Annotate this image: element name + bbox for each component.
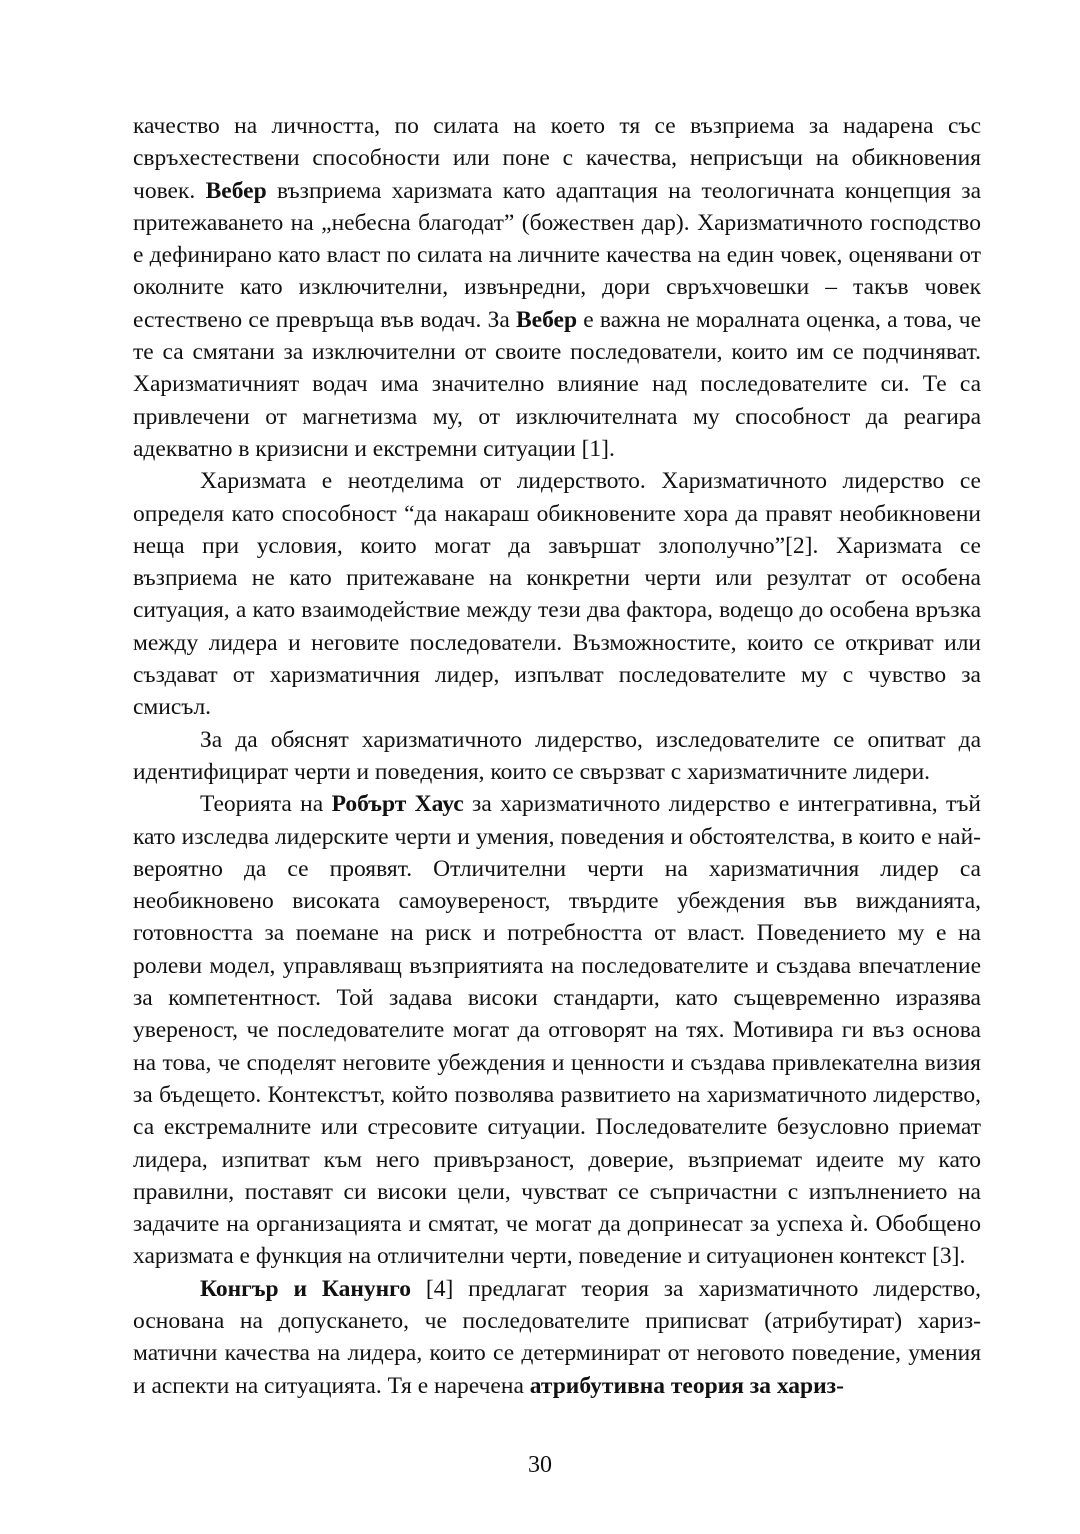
paragraph xyxy=(133,788,981,1272)
page-number: 30 xyxy=(528,1452,552,1478)
text-run: Харизмата е неотделима от лидерството. Харизматичното лидерство се определя като способност “да накараш обикновените хора да правят необикновени неща при условия, които могат да завършат злополучно”[2]. Харизмата се възприема не като притежаване на конкретни черти или резултат от особена ситуация, а като взаимодействие между тези два фактора, водещо до особена връзка между лидера и неговите последователи. Възможностите, които се откриват или създават от харизматичния лидер, изпълват последователите му с чувство за смисъл. xyxy=(133,468,981,721)
text-run: [4] предлагат теория за харизматичното лидерство, основана на допускането, че последователите приписват (атрибутират) харизматични качества на лидера, които се детерминират от неговото поведение, умения и аспекти на ситуацията. Тя е наречена xyxy=(133,1275,981,1399)
bold-term: Вебер xyxy=(205,177,267,204)
paragraph xyxy=(133,1273,981,1402)
text-run: качество на личността, по силата на което тя се възприема за надарена със свръхестествени способности или поне с качества, неприсъщи на обикновения човек. xyxy=(133,113,981,204)
paragraph xyxy=(133,724,981,789)
text-run: е важна не моралната оценка, а това, че те са смятани за изключителни от своите последователи, които им се подчиняват. Харизматичният водач има значително влияние над последователите си. Те са привлечени от магнетизма му, от изключителната му способност да реагира адекватно в кризисни и екстремни ситуации [1]. xyxy=(133,306,981,462)
text-run: за харизматичното лидерство е интегративна, тъй като изследва лидерските черти и умения, поведения и обстоятелства, в които е най-вероятно да се проявят. Отличителни черти на харизматичния лидер са необикновено високата самоувереност, твърдите убеждения във вижданията, готовността за поемане на риск и потребността от власт. Поведението му е на ролеви модел, управляващ възприятията на последователите и създава впечатление за компетентност. Той задава високи стандарти, като същевременно изразява увереност, че последователите могат да отговорят на тях. Мотивира ги въз основа на това, че споделят неговите убеждения и ценности и създава привлекателна визия за бъдещето. Контекстът, който позволява развитието на харизматичното лидерство, са екстремалните или стресовите ситуации. Последователите безусловно приемат лидера, изпитват към него привързаност, доверие, възприемат идеите му като правилни, поставят си високи цели, чувстват се съпричастни с изпълнението на задачите на организацията и смятат, че могат да допринесат за успеха ѝ. Обобщено харизмата е функция на отличителни черти, поведение и ситуационен контекст [3]. xyxy=(133,791,981,1270)
text-run: Теорията на xyxy=(200,791,332,818)
bold-term: Робърт Хаус xyxy=(331,791,464,818)
page-body xyxy=(133,110,981,1402)
paragraph xyxy=(133,110,981,465)
text-run: възприема харизмата като адаптация на теологичната концепция за притежаването на „небесна благодат” (божествен дар). Харизматичното господство е дефинирано като власт по силата на личните качества на един човек, оценявани от околните като изключителни, извънредни, дори свръхчовешки – такъв човек естествено се превръща във водач. За xyxy=(133,177,982,333)
text-run: За да обяснят харизматичното лидерство, изследователите се опитват да идентифицират черти и поведения, които се свързват с харизматичните лидери. xyxy=(133,726,981,785)
bold-term: атрибутивна теория за хариз- xyxy=(529,1372,844,1399)
bold-term: Вебер xyxy=(516,306,578,333)
paragraph xyxy=(133,465,981,723)
bold-term: Конгър и Канунго xyxy=(200,1275,412,1302)
